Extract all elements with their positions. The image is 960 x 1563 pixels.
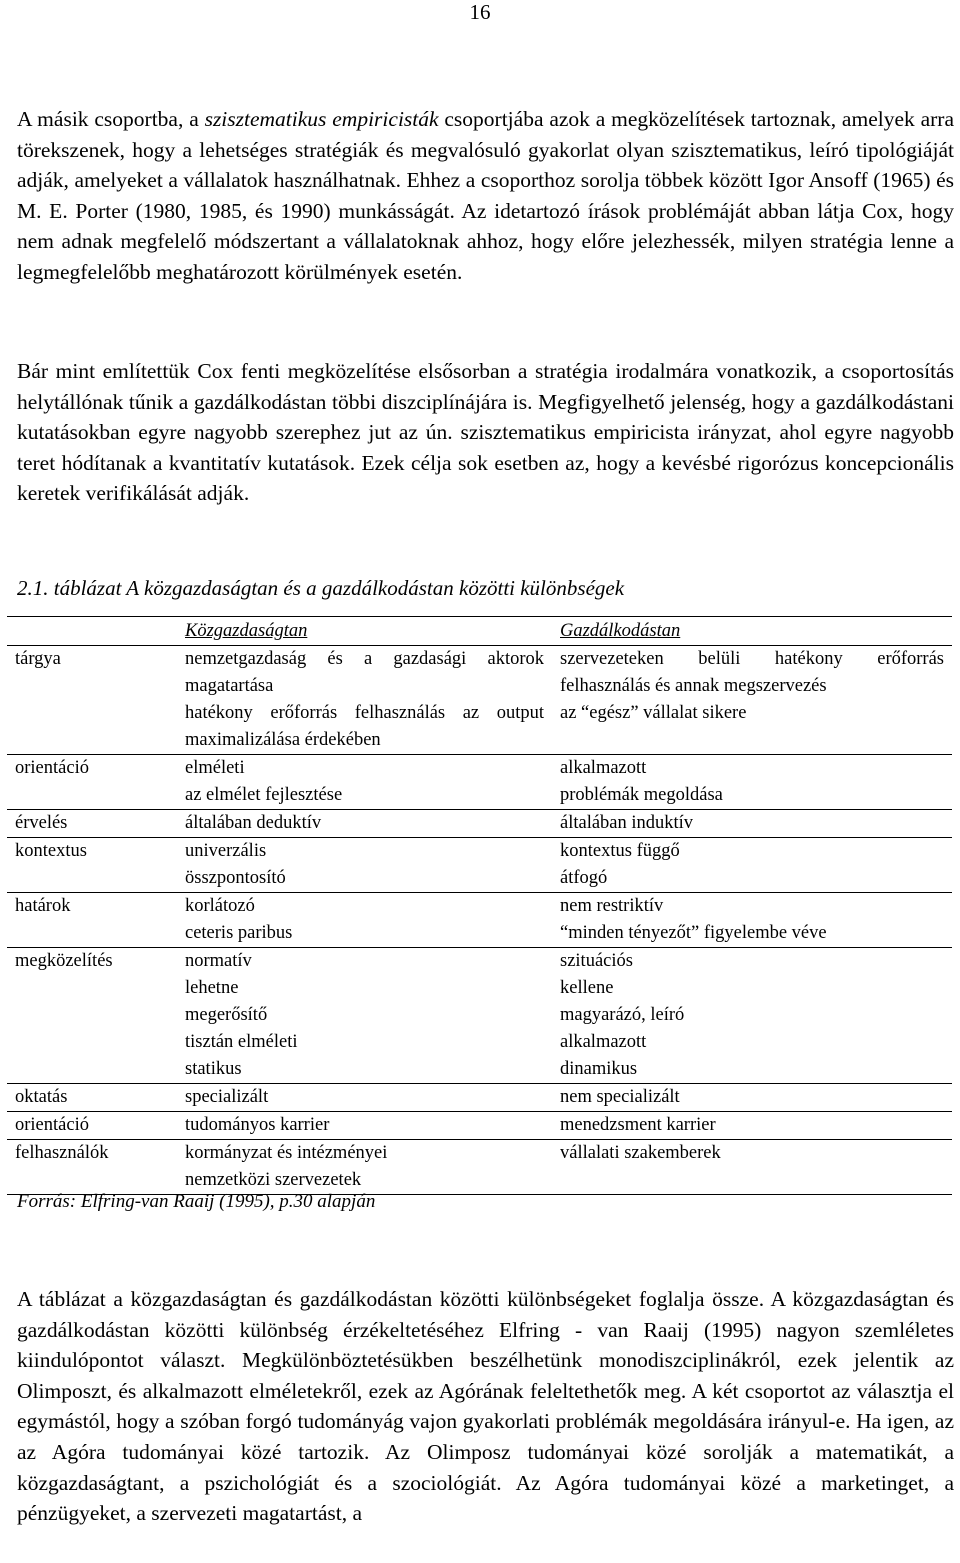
table-header-row (7, 617, 952, 646)
cell-line: általában induktív (560, 813, 694, 833)
business-cell (552, 893, 952, 948)
table-row (7, 893, 952, 948)
cell-line: problémák megoldása (560, 785, 723, 805)
cell-line: átfogó (560, 868, 608, 888)
paragraph-cox-grouping: Bár mint említettük Cox fenti megközelítése elsősorban a stratégia irodalmára vonatkozik, a csoportosítás helytállónak tűnik a gazdálkodástan többi diszciplínájára is. Megfigyelhető jelenség, hogy a gazdálkodástani kutatásokban egyre nagyobb szerephez jut az ún. szisztematikus empiricista irányzat, ahol egyre nagyobb teret hódítanak a kvantitatív kutatások. Ezek célja sok esetben az, hogy a kevésbé rigorózus koncepcionális keretek verifikálását adják. (17, 359, 954, 506)
business-cell (552, 1084, 952, 1112)
cell-line: magyarázó, leíró (560, 1005, 685, 1025)
table-row (7, 948, 952, 1084)
cell-line: lehetne (185, 978, 239, 998)
cell-line: alkalmazott (560, 758, 647, 778)
cell-line: kellene (560, 978, 614, 998)
cell-line: szervezeteken belüli hatékony erőforrás felhasználás és annak megszervezés (560, 649, 944, 696)
cell-line: vállalati szakemberek (560, 1143, 721, 1163)
table-row (7, 1112, 952, 1140)
table-caption: 2.1. táblázat A közgazdaságtan és a gazdálkodástan közötti különbségek (17, 576, 625, 600)
header-business: Gazdálkodástan (552, 617, 952, 646)
business-cell (552, 1140, 952, 1195)
table-row (7, 838, 952, 893)
paragraph-olympus-agora: A táblázat a közgazdaságtan és gazdálkodástan közötti különbségeket foglalja össze. A közgazdaságtan és gazdálkodástan közötti különbség érzékeltetéséhez Elfring - van Raaij (1995) nagyon szemléletes kiindulópontot választ. Megkülönböztetésükben beszélhetünk monodiszciplinákról, ezek jelentik az Olimposzt, és alkalmazott elméletekről, ezek az Agórának feleltethetők meg. A két csoportot az választja el egymástól, hogy a szóban forgó tudományág vajon gyakorlati problémák megoldására irányul-e. Ha igen, az az Agóra tudományai közé tartozik. Az Olimposz tudományai közé sorolják a matematikát, a közgazdaságtant, a pszichológiát és a szociológiát. Az Agóra tudományai közé a marketinget, a pénzügyeket, a szervezeti magatartást, a (17, 1287, 954, 1526)
business-cell (552, 755, 952, 810)
row-label: orientáció (7, 755, 177, 810)
comparison-table-container (7, 616, 952, 1195)
business-cell (552, 838, 952, 893)
economics-cell (177, 646, 552, 755)
cell-line: ceteris paribus (185, 923, 293, 943)
row-label: oktatás (7, 1084, 177, 1112)
cell-line: tisztán elméleti (185, 1032, 298, 1052)
cell-line: kontextus függő (560, 841, 680, 861)
cell-line: korlátozó (185, 896, 255, 916)
business-cell (552, 646, 952, 755)
economics-cell (177, 893, 552, 948)
table-source: Forrás: Elfring-van Raaij (1995), p.30 alapján (17, 1191, 376, 1212)
header-economics: Közgazdaságtan (177, 617, 552, 646)
cell-line: tudományos karrier (185, 1115, 330, 1135)
cell-line: az “egész” vállalat sikere (560, 703, 747, 723)
row-label: tárgya (7, 646, 177, 755)
business-cell (552, 1112, 952, 1140)
row-label: megközelítés (7, 948, 177, 1084)
cell-line: specializált (185, 1087, 269, 1107)
cell-line: hatékony erőforrás felhasználás az output maximalizálása érdekében (185, 703, 544, 750)
comparison-table (7, 616, 952, 1195)
paragraph-text: csoportjába azok a megközelítések tartoznak, amelyek arra törekszenek, hogy a lehetséges stratégiák és megvalósuló gyakorlat olyan szisztematikus, leíró tipológiáját adják, amelyeket a vállalatok használhatnak. Ehhez a csoporthoz sorolja többek között Igor Ansoff (1965) és M. E. Porter (1980, 1985, és 1990) munkásságát. Az idetartozó írások problémáját abban látja Cox, hogy nem adnak megfelelő módszertant a vállalatoknak ahhoz, hogy előre jelezhessék, milyen stratégia lenne a legmegfelelőbb meghatározott körülmények esetén. (17, 107, 954, 284)
cell-line: “minden tényezőt” figyelembe véve (560, 923, 827, 943)
economics-cell (177, 810, 552, 838)
page-number: 16 (469, 0, 491, 24)
cell-line: nem specializált (560, 1087, 680, 1107)
row-label: felhasználók (7, 1140, 177, 1195)
emphasis-term: szisztematikus empiricisták (204, 107, 439, 131)
cell-line: nem restriktív (560, 896, 664, 916)
cell-line: szituációs (560, 951, 633, 971)
cell-line: univerzális (185, 841, 267, 861)
cell-line: általában deduktív (185, 813, 322, 833)
economics-cell (177, 948, 552, 1084)
row-label: orientáció (7, 1112, 177, 1140)
row-label: kontextus (7, 838, 177, 893)
paragraph-text: A másik csoportba, a (17, 107, 205, 131)
business-cell (552, 810, 952, 838)
economics-cell (177, 838, 552, 893)
table-row (7, 755, 952, 810)
business-cell (552, 948, 952, 1084)
cell-line: nemzetközi szervezetek (185, 1170, 362, 1190)
row-label: érvelés (7, 810, 177, 838)
cell-line: elméleti (185, 758, 245, 778)
cell-line: nemzetgazdaság és a gazdasági aktorok magatartása (185, 649, 544, 696)
paragraph-systematic-empiricists (17, 104, 954, 288)
cell-line: az elmélet fejlesztése (185, 785, 343, 805)
cell-line: statikus (185, 1059, 242, 1079)
table-row (7, 1140, 952, 1195)
cell-line: menedzsment karrier (560, 1115, 716, 1135)
header-empty (7, 617, 177, 646)
cell-line: alkalmazott (560, 1032, 647, 1052)
cell-line: normatív (185, 951, 252, 971)
cell-line: megerősítő (185, 1005, 268, 1025)
table-row (7, 646, 952, 755)
economics-cell (177, 1084, 552, 1112)
cell-line: összpontosító (185, 868, 286, 888)
cell-line: kormányzat és intézményei (185, 1143, 388, 1163)
row-label: határok (7, 893, 177, 948)
table-row (7, 1084, 952, 1112)
cell-line: dinamikus (560, 1059, 638, 1079)
economics-cell (177, 1112, 552, 1140)
economics-cell (177, 1140, 552, 1195)
economics-cell (177, 755, 552, 810)
table-row (7, 810, 952, 838)
